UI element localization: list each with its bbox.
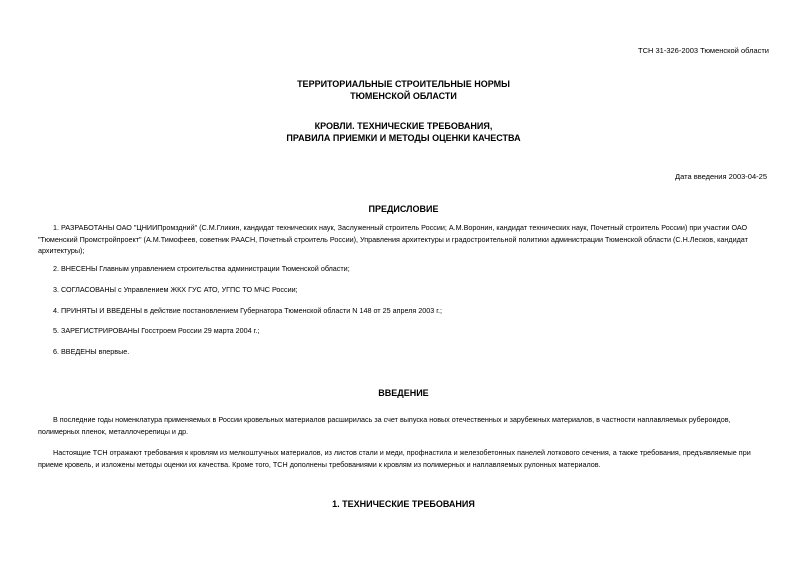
intro-paragraph-2-line-1: Настоящие ТСН отражают требования к кровлям из мелкоштучных материалов, из листов стали и меди, профнастила и железобетонных панелей лоткового сечения, а также требования, предъявляемые при [53, 448, 751, 457]
foreword-item-1-line-3: архитектуры); [38, 246, 85, 255]
document-reference: ТСН 31-326-2003 Тюменской области [638, 46, 769, 55]
intro-paragraph-1-line-1: В последние годы номенклатура применяемых в России кровельных материалов расширилась за счет выпуска новых отечественных и зарубежных материалов, в частности наплавляемых рубероидов, [53, 415, 731, 424]
introduction-heading: ВВЕДЕНИЕ [378, 388, 429, 398]
document-subtitle [0, 120, 807, 144]
document-title [0, 78, 807, 102]
foreword-item-4: 4. ПРИНЯТЫ И ВВЕДЕНЫ в действие постановлением Губернатора Тюменской области N 148 от 25 апреля 2003 г.; [53, 306, 443, 315]
intro-paragraph-1 [38, 414, 771, 437]
section-1-heading: 1. ТЕХНИЧЕСКИЕ ТРЕБОВАНИЯ [332, 499, 475, 509]
foreword-item-1 [38, 222, 771, 257]
subtitle-line-2: ПРАВИЛА ПРИЕМКИ И МЕТОДЫ ОЦЕНКИ КАЧЕСТВА [286, 133, 521, 143]
foreword-item-2: 2. ВНЕСЕНЫ Главным управлением строительства администрации Тюменской области; [53, 264, 350, 273]
subtitle-line-1: КРОВЛИ. ТЕХНИЧЕСКИЕ ТРЕБОВАНИЯ, [314, 121, 493, 131]
foreword-item-6: 6. ВВЕДЕНЫ впервые. [53, 347, 130, 356]
title-line-2: ТЮМЕНСКОЙ ОБЛАСТИ [350, 91, 457, 101]
intro-paragraph-2 [38, 447, 771, 470]
foreword-item-3: 3. СОГЛАСОВАНЫ с Управлением ЖКХ ГУС АТО, УГПС ТО МЧС России; [53, 285, 298, 294]
intro-paragraph-1-line-2: полимерных пленок, металлочерепицы и др. [38, 426, 189, 436]
foreword-item-5: 5. ЗАРЕГИСТРИРОВАНЫ Госстроем России 29 марта 2004 г.; [53, 326, 260, 335]
date-of-introduction: Дата введения 2003-04-25 [675, 172, 767, 181]
foreword-item-1-line-2: "Тюменский Промстройпроект" (А.М.Тимофеев, советник РААСН, Почетный строитель России), Управления архитектуры и градостроительной политики администрации Тюменской области (С.Н.Лесков, кандидат [38, 234, 748, 244]
title-line-1: ТЕРРИТОРИАЛЬНЫЕ СТРОИТЕЛЬНЫЕ НОРМЫ [297, 79, 510, 89]
foreword-item-1-line-1: 1. РАЗРАБОТАНЫ ОАО "ЦНИИПромздний" (С.М.Гликин, кандидат технических наук, Заслуженный строитель России; А.М.Воронин, кандидат технических наук, Почетный строитель России) при участии ОАО [53, 223, 748, 232]
foreword-heading: ПРЕДИСЛОВИЕ [368, 204, 439, 214]
intro-paragraph-2-line-2: приеме кровель, и изложены методы оценки их качества. Кроме того, ТСН дополнены требованиями к кровлям из полимерных и наплавляемых рулонных материалов. [38, 459, 601, 469]
